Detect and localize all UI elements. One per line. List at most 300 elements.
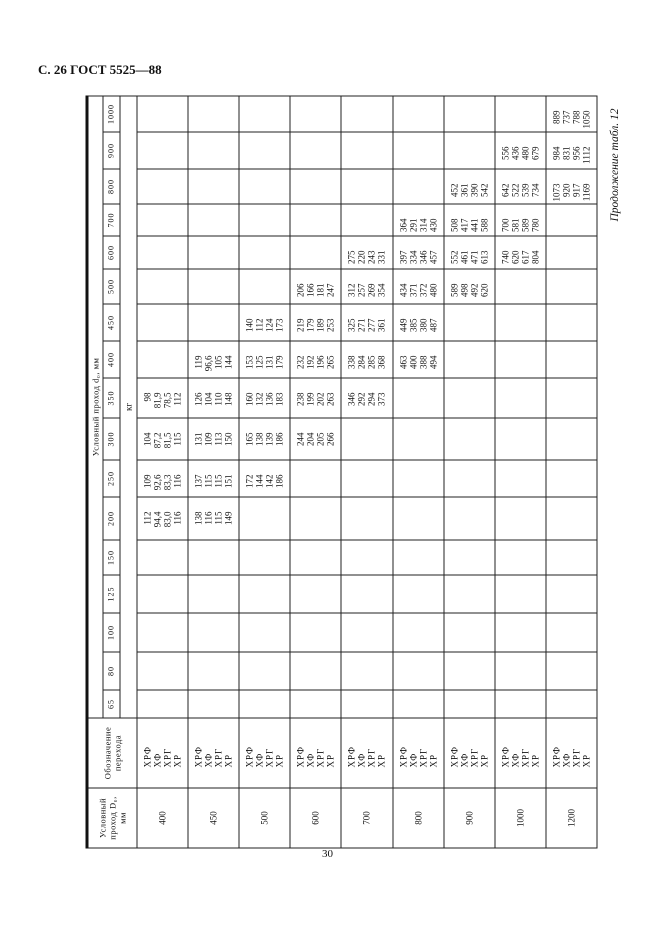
weight-value: 247 (325, 283, 336, 297)
weight-value: 81,5 (162, 432, 173, 448)
weight-value: 346 (417, 250, 428, 264)
row-d0-value: 1200 (545, 788, 596, 848)
cell-d800 (290, 169, 341, 204)
weight-value: 96,6 (203, 355, 214, 371)
weight-value: 266 (325, 432, 336, 446)
cell-d150 (188, 540, 239, 575)
weight-value: 542 (478, 183, 489, 197)
row-d0-value: 800 (392, 788, 443, 848)
weight-value: 149 (223, 511, 234, 525)
cell-d300 (545, 418, 596, 460)
weight-value: 1169 (580, 183, 591, 201)
cell-d125 (392, 575, 443, 613)
weight-value: 291 (407, 218, 418, 232)
cell-d350 (290, 378, 341, 418)
weight-value: 124 (264, 318, 275, 332)
weight-value: 202 (315, 392, 326, 406)
weight-value: 471 (468, 250, 479, 264)
cell-d600 (290, 236, 341, 269)
weight-value: 284 (356, 355, 367, 369)
cell-d125 (341, 575, 392, 613)
row-designations (290, 718, 341, 788)
weight-value: 430 (427, 218, 438, 232)
weight-value: 390 (468, 183, 479, 197)
cell-d250 (341, 460, 392, 497)
weight-value: 112 (172, 392, 183, 406)
weight-value: 112 (142, 511, 153, 525)
cell-d350 (545, 378, 596, 418)
cell-d250 (494, 460, 545, 497)
cell-d100 (392, 613, 443, 652)
designation-label: ХРФ (397, 745, 408, 767)
cell-d600 (341, 236, 392, 269)
cell-d200 (290, 497, 341, 540)
weight-value: 361 (376, 318, 387, 332)
column-header-700: 700 (103, 204, 120, 236)
cell-d300 (137, 418, 188, 460)
cell-d800 (443, 169, 494, 204)
unit-label: кг (120, 95, 137, 717)
weight-value: 232 (295, 355, 306, 369)
cell-d800 (188, 169, 239, 204)
row-designations (494, 718, 545, 788)
column-header-350: 350 (103, 378, 120, 418)
weight-value: 385 (407, 318, 418, 332)
table-continuation-label: Продолжение табл. 12 (609, 108, 621, 222)
weight-value: 78,5 (162, 392, 173, 408)
row-designations (137, 718, 188, 788)
weight-value: 480 (519, 146, 530, 160)
cell-d450 (137, 304, 188, 341)
cell-d150 (443, 540, 494, 575)
designation-label: ХРГ (315, 747, 326, 767)
weight-value: 581 (509, 218, 520, 232)
weight-value: 457 (427, 250, 438, 264)
weight-value: 87,2 (152, 432, 163, 448)
cell-d400 (494, 341, 545, 378)
weight-value: 110 (213, 392, 224, 406)
weight-value: 192 (305, 355, 316, 369)
weight-value: 589 (448, 283, 459, 297)
cell-d600 (545, 236, 596, 269)
weight-value: 461 (458, 250, 469, 264)
cell-d500 (341, 269, 392, 304)
column-header-800: 800 (103, 169, 120, 204)
weight-value: 354 (376, 283, 387, 297)
weight-value: 373 (376, 392, 387, 406)
weight-value: 452 (448, 183, 459, 197)
weight-value: 449 (397, 318, 408, 332)
cell-d900 (494, 132, 545, 169)
cell-d700 (392, 204, 443, 236)
weight-value: 1050 (580, 109, 591, 128)
row-d0-value: 500 (239, 788, 290, 848)
cell-d125 (239, 575, 290, 613)
designation-label: ХРГ (417, 747, 428, 767)
cell-d500 (137, 269, 188, 304)
weight-value: 150 (223, 432, 234, 446)
cell-d300 (290, 418, 341, 460)
weight-value: 556 (499, 146, 510, 160)
weight-value: 148 (223, 392, 234, 406)
column-header-200: 200 (103, 497, 120, 540)
weight-value: 140 (244, 318, 255, 332)
weight-value: 441 (468, 218, 479, 232)
weight-value: 253 (325, 318, 336, 332)
weight-value: 183 (274, 392, 285, 406)
designation-label: ХФ (305, 752, 316, 767)
cell-d250 (392, 460, 443, 497)
cell-d600 (494, 236, 545, 269)
table-row (392, 95, 443, 847)
weight-value: 388 (417, 355, 428, 369)
cell-d65 (494, 690, 545, 718)
weight-value: 81,9 (152, 392, 163, 408)
weight-value: 132 (254, 392, 265, 406)
weight-value: 331 (376, 250, 387, 264)
weight-value: 113 (213, 432, 224, 446)
weight-value: 292 (356, 392, 367, 406)
cell-d900 (188, 132, 239, 169)
cell-d500 (188, 269, 239, 304)
cell-d200 (545, 497, 596, 540)
weight-value: 109 (142, 474, 153, 488)
column-header-1000: 1000 (103, 95, 120, 131)
weight-value: 737 (560, 109, 571, 124)
weight-value: 131 (264, 355, 275, 369)
designation-label: ХРФ (499, 745, 510, 767)
column-header-300: 300 (103, 418, 120, 460)
cell-d80 (341, 652, 392, 690)
designation-label: ХР (376, 753, 387, 767)
cell-d1000 (239, 95, 290, 131)
weight-value: 285 (366, 355, 377, 369)
weight-value: 552 (448, 250, 459, 264)
cell-d700 (239, 204, 290, 236)
designation-label: ХФ (203, 752, 214, 767)
cell-d200 (341, 497, 392, 540)
column-header-80: 80 (103, 652, 120, 690)
cell-d125 (137, 575, 188, 613)
weight-value: 179 (274, 355, 285, 369)
cell-d80 (188, 652, 239, 690)
cell-d80 (545, 652, 596, 690)
designation-label: ХФ (152, 752, 163, 767)
column-header-125: 125 (103, 575, 120, 613)
column-header-600: 600 (103, 236, 120, 269)
weight-value: 371 (407, 283, 418, 297)
cell-d150 (494, 540, 545, 575)
cell-d600 (392, 236, 443, 269)
cell-d150 (341, 540, 392, 575)
cell-d100 (137, 613, 188, 652)
designation-label: ХР (427, 753, 438, 767)
weight-value: 165 (244, 432, 255, 446)
weight-value: 126 (193, 392, 204, 406)
weight-value: 679 (529, 146, 540, 160)
cell-d100 (341, 613, 392, 652)
weight-value: 740 (499, 250, 510, 264)
weight-value: 338 (346, 355, 357, 369)
weight-value: 397 (397, 250, 408, 264)
cell-d350 (188, 378, 239, 418)
cell-d150 (545, 540, 596, 575)
designation-label: ХРГ (468, 747, 479, 767)
weight-value: 220 (356, 250, 367, 264)
designation-label: ХР (325, 753, 336, 767)
cell-d700 (443, 204, 494, 236)
weight-value: 219 (295, 318, 306, 332)
weight-value: 780 (529, 218, 540, 232)
cell-d200 (188, 497, 239, 540)
cell-d350 (341, 378, 392, 418)
cell-d125 (443, 575, 494, 613)
cell-d450 (188, 304, 239, 341)
designation-label: ХРФ (346, 745, 357, 767)
weight-value: 115 (213, 511, 224, 525)
row-designations (443, 718, 494, 788)
cell-d500 (239, 269, 290, 304)
cell-d900 (443, 132, 494, 169)
cell-d300 (188, 418, 239, 460)
weight-value: 115 (203, 474, 214, 488)
weight-value: 508 (448, 218, 459, 232)
cell-d1000 (137, 95, 188, 131)
designation-label: ХРФ (295, 745, 306, 767)
cell-d125 (290, 575, 341, 613)
weight-value: 620 (478, 283, 489, 297)
cell-d100 (443, 613, 494, 652)
weight-value: 1112 (580, 146, 591, 164)
weight-value: 1073 (550, 183, 561, 201)
cell-d150 (290, 540, 341, 575)
weight-value: 98 (142, 392, 153, 401)
weight-value: 144 (254, 474, 265, 488)
cell-d80 (494, 652, 545, 690)
cell-d65 (137, 690, 188, 718)
weight-value: 265 (325, 355, 336, 369)
weight-value: 104 (142, 432, 153, 446)
cell-d1000 (392, 95, 443, 131)
cell-d800 (392, 169, 443, 204)
weight-value: 257 (356, 283, 367, 297)
cell-d700 (341, 204, 392, 236)
cell-d450 (392, 304, 443, 341)
weight-value: 788 (570, 109, 581, 124)
weight-value: 463 (397, 355, 408, 369)
weight-value: 312 (346, 283, 357, 297)
designation-label: ХРГ (264, 747, 275, 767)
row-designations (188, 718, 239, 788)
cell-d500 (392, 269, 443, 304)
cell-d300 (443, 418, 494, 460)
designation-label: ХРФ (448, 745, 459, 767)
cell-d80 (239, 652, 290, 690)
row-d0-value: 700 (341, 788, 392, 848)
weight-value: 487 (427, 318, 438, 332)
cell-d600 (188, 236, 239, 269)
weight-value: 368 (376, 355, 387, 369)
weight-value: 588 (478, 218, 489, 232)
weight-value: 196 (315, 355, 326, 369)
weight-value: 139 (264, 432, 275, 446)
cell-d65 (545, 690, 596, 718)
cell-d600 (137, 236, 188, 269)
weight-value: 361 (458, 183, 469, 197)
weight-value: 522 (509, 183, 520, 197)
weight-value: 539 (519, 183, 530, 197)
weight-value: 199 (305, 392, 316, 406)
weight-value: 186 (274, 474, 285, 488)
header-designation: Обозначение перехода (87, 718, 137, 788)
cell-d400 (545, 341, 596, 378)
weight-value: 617 (519, 250, 530, 264)
weight-value: 314 (417, 218, 428, 232)
weights-table-rotated (85, 97, 597, 848)
table-row (137, 95, 188, 847)
header-d0-small: Условный проход d₀, мм (87, 95, 103, 717)
page-number: 30 (322, 848, 333, 860)
weight-value: 400 (407, 355, 418, 369)
designation-label: ХРГ (366, 747, 377, 767)
column-header-400: 400 (103, 341, 120, 378)
cell-d125 (188, 575, 239, 613)
cell-d65 (290, 690, 341, 718)
cell-d80 (290, 652, 341, 690)
cell-d1000 (290, 95, 341, 131)
designation-label: ХРФ (244, 745, 255, 767)
weight-value: 204 (305, 432, 316, 446)
weight-value: 263 (325, 392, 336, 406)
cell-d700 (137, 204, 188, 236)
table-row (443, 95, 494, 847)
weight-value: 92,6 (152, 474, 163, 490)
weight-value: 434 (397, 283, 408, 297)
weight-value: 243 (366, 250, 377, 264)
weight-value: 125 (254, 355, 265, 369)
cell-d200 (443, 497, 494, 540)
weight-value: 186 (274, 432, 285, 446)
cell-d65 (392, 690, 443, 718)
cell-d400 (239, 341, 290, 378)
cell-d500 (443, 269, 494, 304)
weight-value: 83,3 (162, 474, 173, 490)
table-row (341, 95, 392, 847)
cell-d900 (545, 132, 596, 169)
weight-value: 498 (458, 283, 469, 297)
weight-value: 492 (468, 283, 479, 297)
weight-value: 372 (417, 283, 428, 297)
cell-d80 (137, 652, 188, 690)
designation-label: ХРГ (570, 747, 581, 767)
cell-d400 (290, 341, 341, 378)
cell-d80 (443, 652, 494, 690)
designation-label: ХР (478, 753, 489, 767)
row-designations (545, 718, 596, 788)
designation-label: ХР (172, 753, 183, 767)
cell-d400 (188, 341, 239, 378)
weight-value: 480 (427, 283, 438, 297)
weight-value: 956 (570, 146, 581, 160)
column-header-500: 500 (103, 269, 120, 304)
weight-value: 138 (193, 511, 204, 525)
cell-d800 (545, 169, 596, 204)
weight-value: 138 (254, 432, 265, 446)
cell-d900 (341, 132, 392, 169)
weight-value: 364 (397, 218, 408, 232)
header-row (87, 95, 103, 847)
weight-value: 244 (295, 432, 306, 446)
cell-d1000 (341, 95, 392, 131)
cell-d100 (545, 613, 596, 652)
weight-value: 144 (223, 355, 234, 369)
designation-label: ХР (223, 753, 234, 767)
weight-value: 294 (366, 392, 377, 406)
column-header-450: 450 (103, 304, 120, 341)
weight-value: 119 (193, 355, 204, 369)
designation-label: ХФ (458, 752, 469, 767)
cell-d100 (494, 613, 545, 652)
cell-d350 (137, 378, 188, 418)
row-designations (392, 718, 443, 788)
table-row (494, 95, 545, 847)
cell-d700 (494, 204, 545, 236)
cell-d250 (137, 460, 188, 497)
row-d0-value: 450 (188, 788, 239, 848)
cell-d900 (392, 132, 443, 169)
cell-d350 (443, 378, 494, 418)
table-row (239, 95, 290, 847)
weights-table (85, 95, 597, 848)
designation-label: ХРГ (162, 747, 173, 767)
weight-value: 205 (315, 432, 326, 446)
weight-value: 380 (417, 318, 428, 332)
cell-d150 (137, 540, 188, 575)
weight-value: 116 (172, 474, 183, 488)
weight-value: 83,0 (162, 511, 173, 527)
cell-d300 (239, 418, 290, 460)
cell-d200 (137, 497, 188, 540)
designation-label: ХФ (407, 752, 418, 767)
weight-value: 115 (213, 474, 224, 488)
cell-d65 (188, 690, 239, 718)
weight-value: 153 (244, 355, 255, 369)
weight-value: 179 (305, 318, 316, 332)
cell-d450 (443, 304, 494, 341)
weight-value: 109 (203, 432, 214, 446)
weight-value: 275 (346, 250, 357, 264)
cell-d400 (137, 341, 188, 378)
weight-value: 494 (427, 355, 438, 369)
weight-value: 277 (366, 318, 377, 332)
designation-label: ХФ (356, 752, 367, 767)
cell-d800 (137, 169, 188, 204)
weight-value: 984 (550, 146, 561, 160)
cell-d1000 (494, 95, 545, 131)
cell-d400 (341, 341, 392, 378)
weight-value: 206 (295, 283, 306, 297)
row-d0-value: 600 (290, 788, 341, 848)
row-designations (239, 718, 290, 788)
cell-d500 (545, 269, 596, 304)
cell-d400 (443, 341, 494, 378)
weight-value: 172 (244, 474, 255, 488)
weight-value: 436 (509, 146, 520, 160)
cell-d1000 (443, 95, 494, 131)
cell-d450 (341, 304, 392, 341)
cell-d450 (545, 304, 596, 341)
column-header-900: 900 (103, 132, 120, 169)
